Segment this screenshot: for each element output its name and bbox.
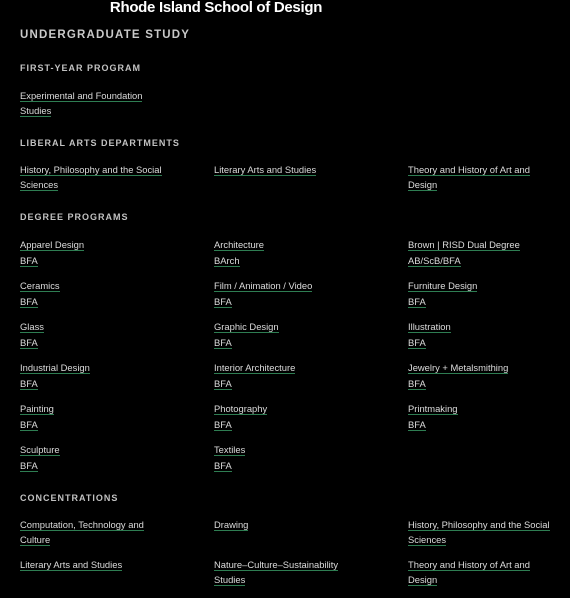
- link-brown-risd-dual-degree[interactable]: [408, 237, 568, 252]
- link-theory-history-art-design[interactable]: [408, 162, 568, 192]
- degree-program-item: [214, 360, 374, 391]
- link-painting[interactable]: [20, 401, 180, 416]
- link-ceramics-degree[interactable]: [20, 294, 180, 309]
- link-label: Sciences: [408, 534, 447, 545]
- degree-program-item: [20, 442, 180, 473]
- link-label: Studies: [20, 105, 52, 116]
- section-heading-concentrations: CONCENTRATIONS: [20, 493, 119, 503]
- link-painting-degree[interactable]: [20, 417, 180, 432]
- link-sculpture-degree[interactable]: [20, 458, 180, 473]
- degree-label: BFA: [20, 337, 38, 348]
- degree-program-item: [20, 319, 180, 350]
- link-history-philosophy-social-sciences[interactable]: [20, 162, 180, 192]
- link-label: Apparel Design: [20, 239, 85, 250]
- degree-label: BFA: [214, 296, 232, 307]
- link-concentration-history-philosophy-social-sciences[interactable]: [408, 517, 568, 547]
- section-heading-liberal-arts: LIBERAL ARTS DEPARTMENTS: [20, 138, 180, 148]
- link-label: Nature–Culture–Sustainability: [214, 559, 339, 570]
- degree-label: BFA: [408, 419, 426, 430]
- link-furniture-design[interactable]: [408, 278, 568, 293]
- link-industrial-design[interactable]: [20, 360, 180, 375]
- link-experimental-foundation-studies[interactable]: [20, 88, 180, 118]
- degree-program-item: [20, 278, 180, 309]
- degree-label: BFA: [408, 378, 426, 389]
- link-drawing[interactable]: [214, 517, 374, 532]
- brand-logo[interactable]: Rhode Island School of Design: [109, 0, 323, 16]
- degree-program-item: [214, 442, 374, 473]
- link-ceramics[interactable]: [20, 278, 180, 293]
- degree-label: BFA: [20, 419, 38, 430]
- link-jewelry-metalsmithing-degree[interactable]: [408, 376, 568, 391]
- section-heading-degree-programs: DEGREE PROGRAMS: [20, 212, 129, 222]
- degree-program-item: [408, 278, 568, 309]
- link-label: Brown | RISD Dual Degree: [408, 239, 520, 250]
- link-label: Painting: [20, 403, 54, 414]
- link-label: Jewelry + Metalsmithing: [408, 362, 509, 373]
- link-photography-degree[interactable]: [214, 417, 374, 432]
- link-label: Literary Arts and Studies: [20, 559, 123, 570]
- degree-program-item: [20, 401, 180, 432]
- link-glass[interactable]: [20, 319, 180, 334]
- link-label: Interior Architecture: [214, 362, 296, 373]
- link-label: Graphic Design: [214, 321, 279, 332]
- link-label: Sciences: [20, 179, 59, 190]
- link-label: Drawing: [214, 519, 249, 530]
- link-film-animation-video-degree[interactable]: [214, 294, 374, 309]
- degree-label: BFA: [214, 460, 232, 471]
- degree-label: BArch: [214, 255, 240, 266]
- degree-program-item: [214, 319, 374, 350]
- degree-program-item: [408, 401, 568, 432]
- link-architecture-degree[interactable]: [214, 253, 374, 268]
- link-label: Theory and History of Art and: [408, 559, 530, 570]
- link-label: Design: [408, 179, 438, 190]
- link-sculpture[interactable]: [20, 442, 180, 457]
- degree-program-item: [408, 360, 568, 391]
- link-label: Furniture Design: [408, 280, 478, 291]
- link-literary-arts-studies[interactable]: [214, 162, 374, 177]
- link-label: Illustration: [408, 321, 451, 332]
- link-label: Industrial Design: [20, 362, 90, 373]
- link-label: Textiles: [214, 444, 246, 455]
- link-computation-technology-culture[interactable]: [20, 517, 180, 547]
- degree-program-item: [214, 278, 374, 309]
- degree-program-item: [214, 237, 374, 268]
- link-photography[interactable]: [214, 401, 374, 416]
- link-textiles[interactable]: [214, 442, 374, 457]
- link-label: Architecture: [214, 239, 265, 250]
- link-film-animation-video[interactable]: [214, 278, 374, 293]
- link-printmaking-degree[interactable]: [408, 417, 568, 432]
- link-label: Sculpture: [20, 444, 60, 455]
- link-interior-architecture-degree[interactable]: [214, 376, 374, 391]
- link-label: History, Philosophy and the Social: [408, 519, 550, 530]
- degree-program-item: [408, 319, 568, 350]
- link-label: Glass: [20, 321, 44, 332]
- link-label: Theory and History of Art and: [408, 164, 530, 175]
- link-label: Experimental and Foundation: [20, 90, 143, 101]
- degree-program-item: [20, 360, 180, 391]
- link-label: Photography: [214, 403, 268, 414]
- link-jewelry-metalsmithing[interactable]: [408, 360, 568, 375]
- link-label: Culture: [20, 534, 51, 545]
- link-concentration-theory-history-art-design[interactable]: [408, 557, 568, 587]
- link-apparel-design[interactable]: [20, 237, 180, 252]
- link-graphic-design[interactable]: [214, 319, 374, 334]
- link-brown-risd-dual-degree-degree[interactable]: [408, 253, 568, 268]
- degree-program-item: [408, 237, 568, 268]
- degree-label: BFA: [20, 460, 38, 471]
- degree-label: BFA: [214, 337, 232, 348]
- degree-label: BFA: [20, 255, 38, 266]
- page-title: UNDERGRADUATE STUDY: [20, 29, 191, 41]
- link-illustration[interactable]: [408, 319, 568, 334]
- link-apparel-design-degree[interactable]: [20, 253, 180, 268]
- degree-label: BFA: [408, 337, 426, 348]
- degree-label: BFA: [214, 419, 232, 430]
- link-label: Computation, Technology and: [20, 519, 144, 530]
- degree-program-item: [214, 401, 374, 432]
- link-graphic-design-degree[interactable]: [214, 335, 374, 350]
- link-label: Film / Animation / Video: [214, 280, 313, 291]
- degree-label: BFA: [20, 296, 38, 307]
- link-furniture-design-degree[interactable]: [408, 294, 568, 309]
- link-glass-degree[interactable]: [20, 335, 180, 350]
- degree-label: AB/ScB/BFA: [408, 255, 461, 266]
- degree-label: BFA: [214, 378, 232, 389]
- link-nature-culture-sustainability-studies[interactable]: [214, 557, 374, 587]
- degree-program-item: [20, 237, 180, 268]
- degree-label: BFA: [20, 378, 38, 389]
- link-illustration-degree[interactable]: [408, 335, 568, 350]
- link-concentration-literary-arts-studies[interactable]: [20, 557, 180, 572]
- link-label: Studies: [214, 574, 246, 585]
- link-interior-architecture[interactable]: [214, 360, 374, 375]
- link-label: Literary Arts and Studies: [214, 164, 317, 175]
- link-label: Design: [408, 574, 438, 585]
- link-textiles-degree[interactable]: [214, 458, 374, 473]
- degree-label: BFA: [408, 296, 426, 307]
- section-heading-first-year: FIRST-YEAR PROGRAM: [20, 63, 142, 73]
- link-architecture[interactable]: [214, 237, 374, 252]
- link-label: Ceramics: [20, 280, 60, 291]
- link-label: Printmaking: [408, 403, 458, 414]
- link-printmaking[interactable]: [408, 401, 568, 416]
- link-label: History, Philosophy and the Social: [20, 164, 162, 175]
- link-industrial-design-degree[interactable]: [20, 376, 180, 391]
